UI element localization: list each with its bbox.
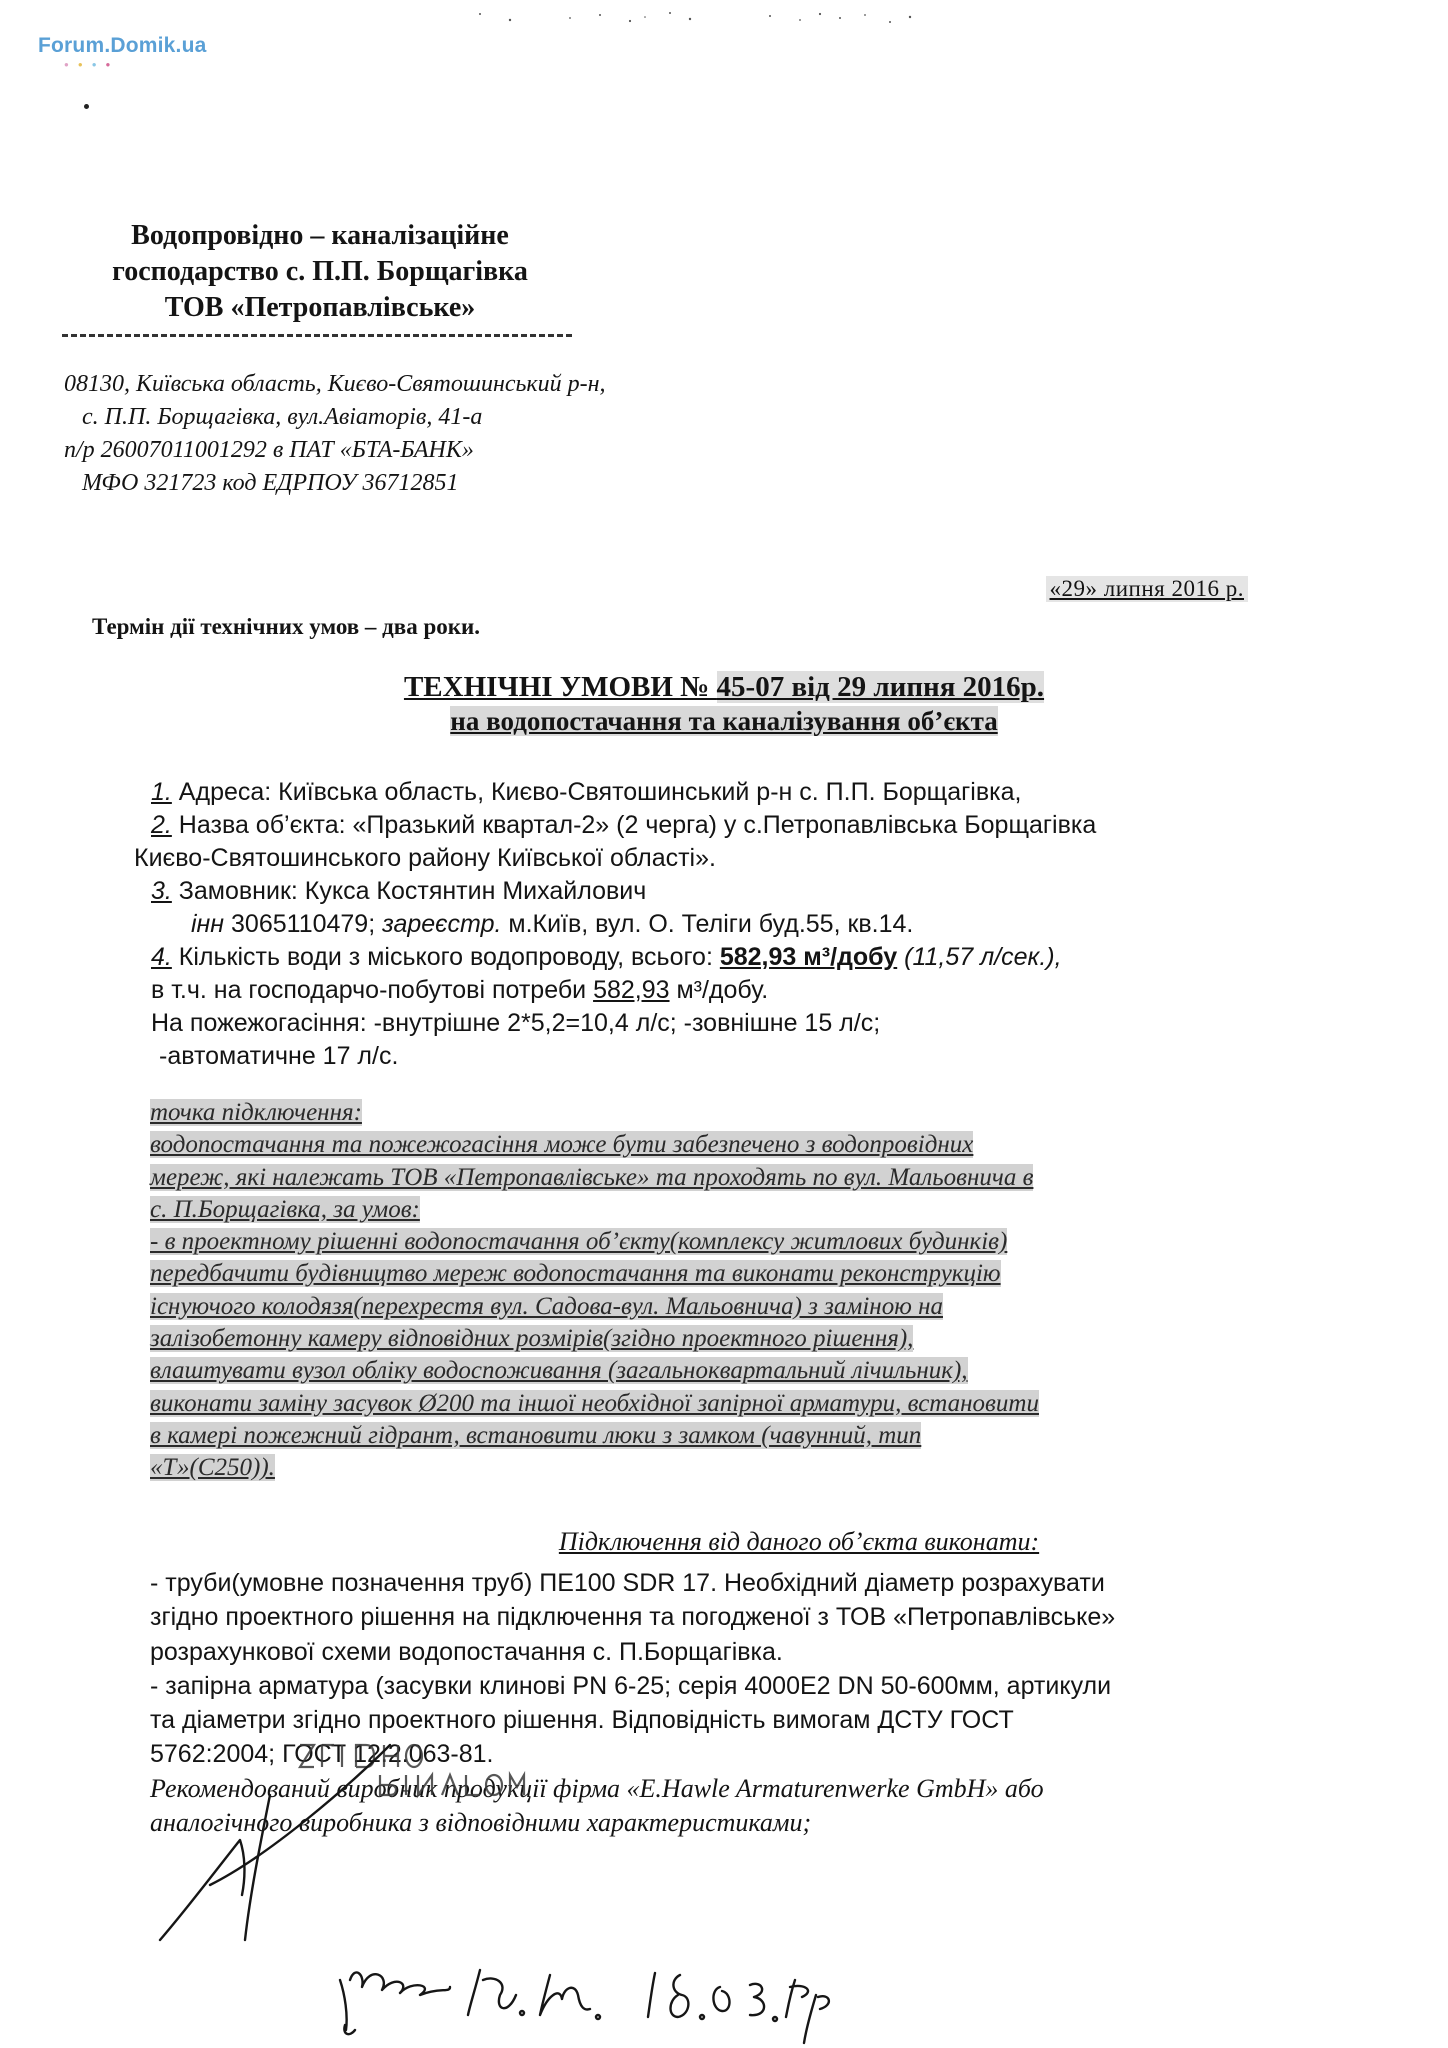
item-water	[151, 941, 1096, 974]
cp-line: передбачити будівництво мереж водопостачання та виконати реконструкцію	[150, 1260, 1001, 1288]
req-line: згідно проектного рішення на підключення та погодженої з ТОВ «Петропавлівське»	[150, 1603, 1116, 1632]
watermark-dots: ●●●●	[64, 60, 120, 69]
req-line: та діаметри згідно проектного рішення. Відповідність вимогам ДСТУ ГОСТ	[150, 1706, 1014, 1735]
household-value: 582,93	[593, 976, 670, 1004]
connection-point-block	[150, 1097, 1305, 1485]
address-line: п/р 26007011001292 в ПАТ «БТА-БАНК»	[64, 437, 474, 463]
cp-line: мереж, які належать ТОВ «Петропавлівське» та проходять по вул. Мальовнича в	[150, 1163, 1034, 1191]
conditions-list	[134, 776, 1097, 1073]
cp-line: «Т»(С250)).	[150, 1454, 275, 1482]
cp-line: залізобетонну камеру відповідних розмірів(згідно проектного рішення),	[150, 1325, 914, 1353]
cp-line: с. П.Борщагівка, за умов:	[150, 1195, 420, 1223]
item-object	[151, 809, 1096, 842]
item-text: Кількість води з міського водопроводу, всього:	[171, 943, 720, 971]
fire-line: На пожежогасіння: -внутрішне 2*5,2=10,4 л/с; -зовнішне 15 л/с;	[151, 1009, 881, 1037]
organization-header	[40, 218, 600, 326]
title-part: ТЕХНІЧНІ УМОВИ №	[403, 671, 717, 703]
document-subtitle	[0, 706, 1448, 737]
item-text: Замовник: Кукса Костянтин Михайлович	[171, 877, 647, 905]
cp-line: точка підключення:	[150, 1099, 362, 1126]
item-number: 3.	[151, 877, 172, 905]
forum-watermark: Forum.Domik.ua	[38, 34, 207, 57]
item-number: 2.	[151, 811, 172, 839]
req-line: - запірна арматура (засувки клинові PN 6-25; серія 4000E2 DN 50-600мм, артикули	[150, 1671, 1112, 1700]
item-number: 4.	[151, 943, 172, 971]
fire-line-auto: -автоматичне 17 л/с.	[159, 1042, 399, 1070]
item-address	[151, 776, 1096, 809]
address-line: с. П.П. Борщагівка, вул.Авіаторів, 41-а	[82, 404, 483, 430]
item-text: Адреса: Київська область, Києво-Святошинський р-н с. П.П. Борщагівка,	[171, 778, 1022, 806]
org-line: Водопровідно – каналізаційне	[131, 220, 509, 251]
recommend-line: аналогічного виробника з відповідними характеристиками;	[150, 1808, 812, 1838]
scan-dot	[84, 104, 89, 109]
cp-line: влаштувати вузол обліку водоспоживання (загальноквартальний лічильник),	[150, 1357, 968, 1385]
household-unit: м³/добу.	[669, 976, 769, 1004]
item-customer	[151, 875, 1096, 908]
water-per-sec: (11,57 л/сек.),	[897, 943, 1062, 971]
address-line: 08130, Київська область, Києво-Святошинський р-н,	[64, 371, 606, 397]
validity-term: Термін дії технічних умов – два роки.	[92, 614, 481, 639]
household-text: в т.ч. на господарчо-побутові потреби	[151, 976, 594, 1004]
org-line: ТОВ «Петропавлівське»	[164, 292, 476, 323]
item-text: Назва об’єкта: «Празький квартал-2» (2 черга) у с.Петропавлівська Борщагівка	[171, 811, 1097, 839]
document-title	[0, 670, 1448, 704]
req-line: 5762:2004; ГОСТ 12.2.063-81.	[150, 1740, 494, 1769]
organization-address	[64, 368, 606, 500]
req-line: - труби(умовне позначення труб) ПЕ100 SDR 17. Необхідний діаметр розрахувати	[150, 1569, 1105, 1597]
inn-value: 3065110479;	[224, 910, 383, 938]
cp-line: в камері пожежний гідрант, встановити люки з замком (чавунний, тип	[150, 1421, 922, 1449]
header-divider	[62, 334, 572, 337]
item-customer-details	[151, 908, 1096, 941]
org-line: господарство с. П.П. Борщагівка	[112, 256, 528, 287]
water-total: 582,93 м³/добу	[719, 943, 898, 971]
connection-title: Підключення від даного об’єкта виконати:	[558, 1527, 1040, 1556]
document-date: «29» липня 2016 р.	[1046, 576, 1248, 602]
address-line: МФО 321723 код ЕДРПОУ 36712851	[82, 470, 459, 496]
cp-line: існуючого колодязя(перехрестя вул. Садова-вул. Мальовнича) з заміною на	[150, 1292, 943, 1320]
scan-specks	[470, 6, 1030, 30]
reg-label: зареєстр.	[382, 910, 502, 938]
item-object-cont: Києво-Святошинського району Київської області».	[134, 844, 716, 872]
handwritten-signature	[150, 1725, 850, 2045]
cp-line: виконати заміну засувок Ø200 та іншої необхідної запірної арматури, встановити	[150, 1389, 1039, 1417]
cp-line: водопостачання та пожежогасіння може бути забезпечено з водопровідних	[150, 1131, 974, 1159]
subtitle-text: на водопостачання та каналізування об’єкта	[450, 706, 998, 736]
inn-label: інн	[191, 910, 225, 938]
item-number: 1.	[151, 778, 172, 806]
item-water-household	[151, 974, 1096, 1007]
req-line: розрахункової схеми водопостачання с. П.Борщагівка.	[150, 1637, 783, 1666]
title-number-date: 45-07 від 29 липня 2016р.	[716, 671, 1045, 703]
recommend-line: Рекомендований виробник продукції фірма «E.Hawle Armaturenwerke GmbH» або	[150, 1773, 1044, 1803]
cp-line: - в проектному рішенні водопостачання об’єкту(комплексу житлових будинків)	[150, 1228, 1008, 1256]
reg-value: м.Київ, вул. О. Теліги буд.55, кв.14.	[501, 910, 914, 938]
